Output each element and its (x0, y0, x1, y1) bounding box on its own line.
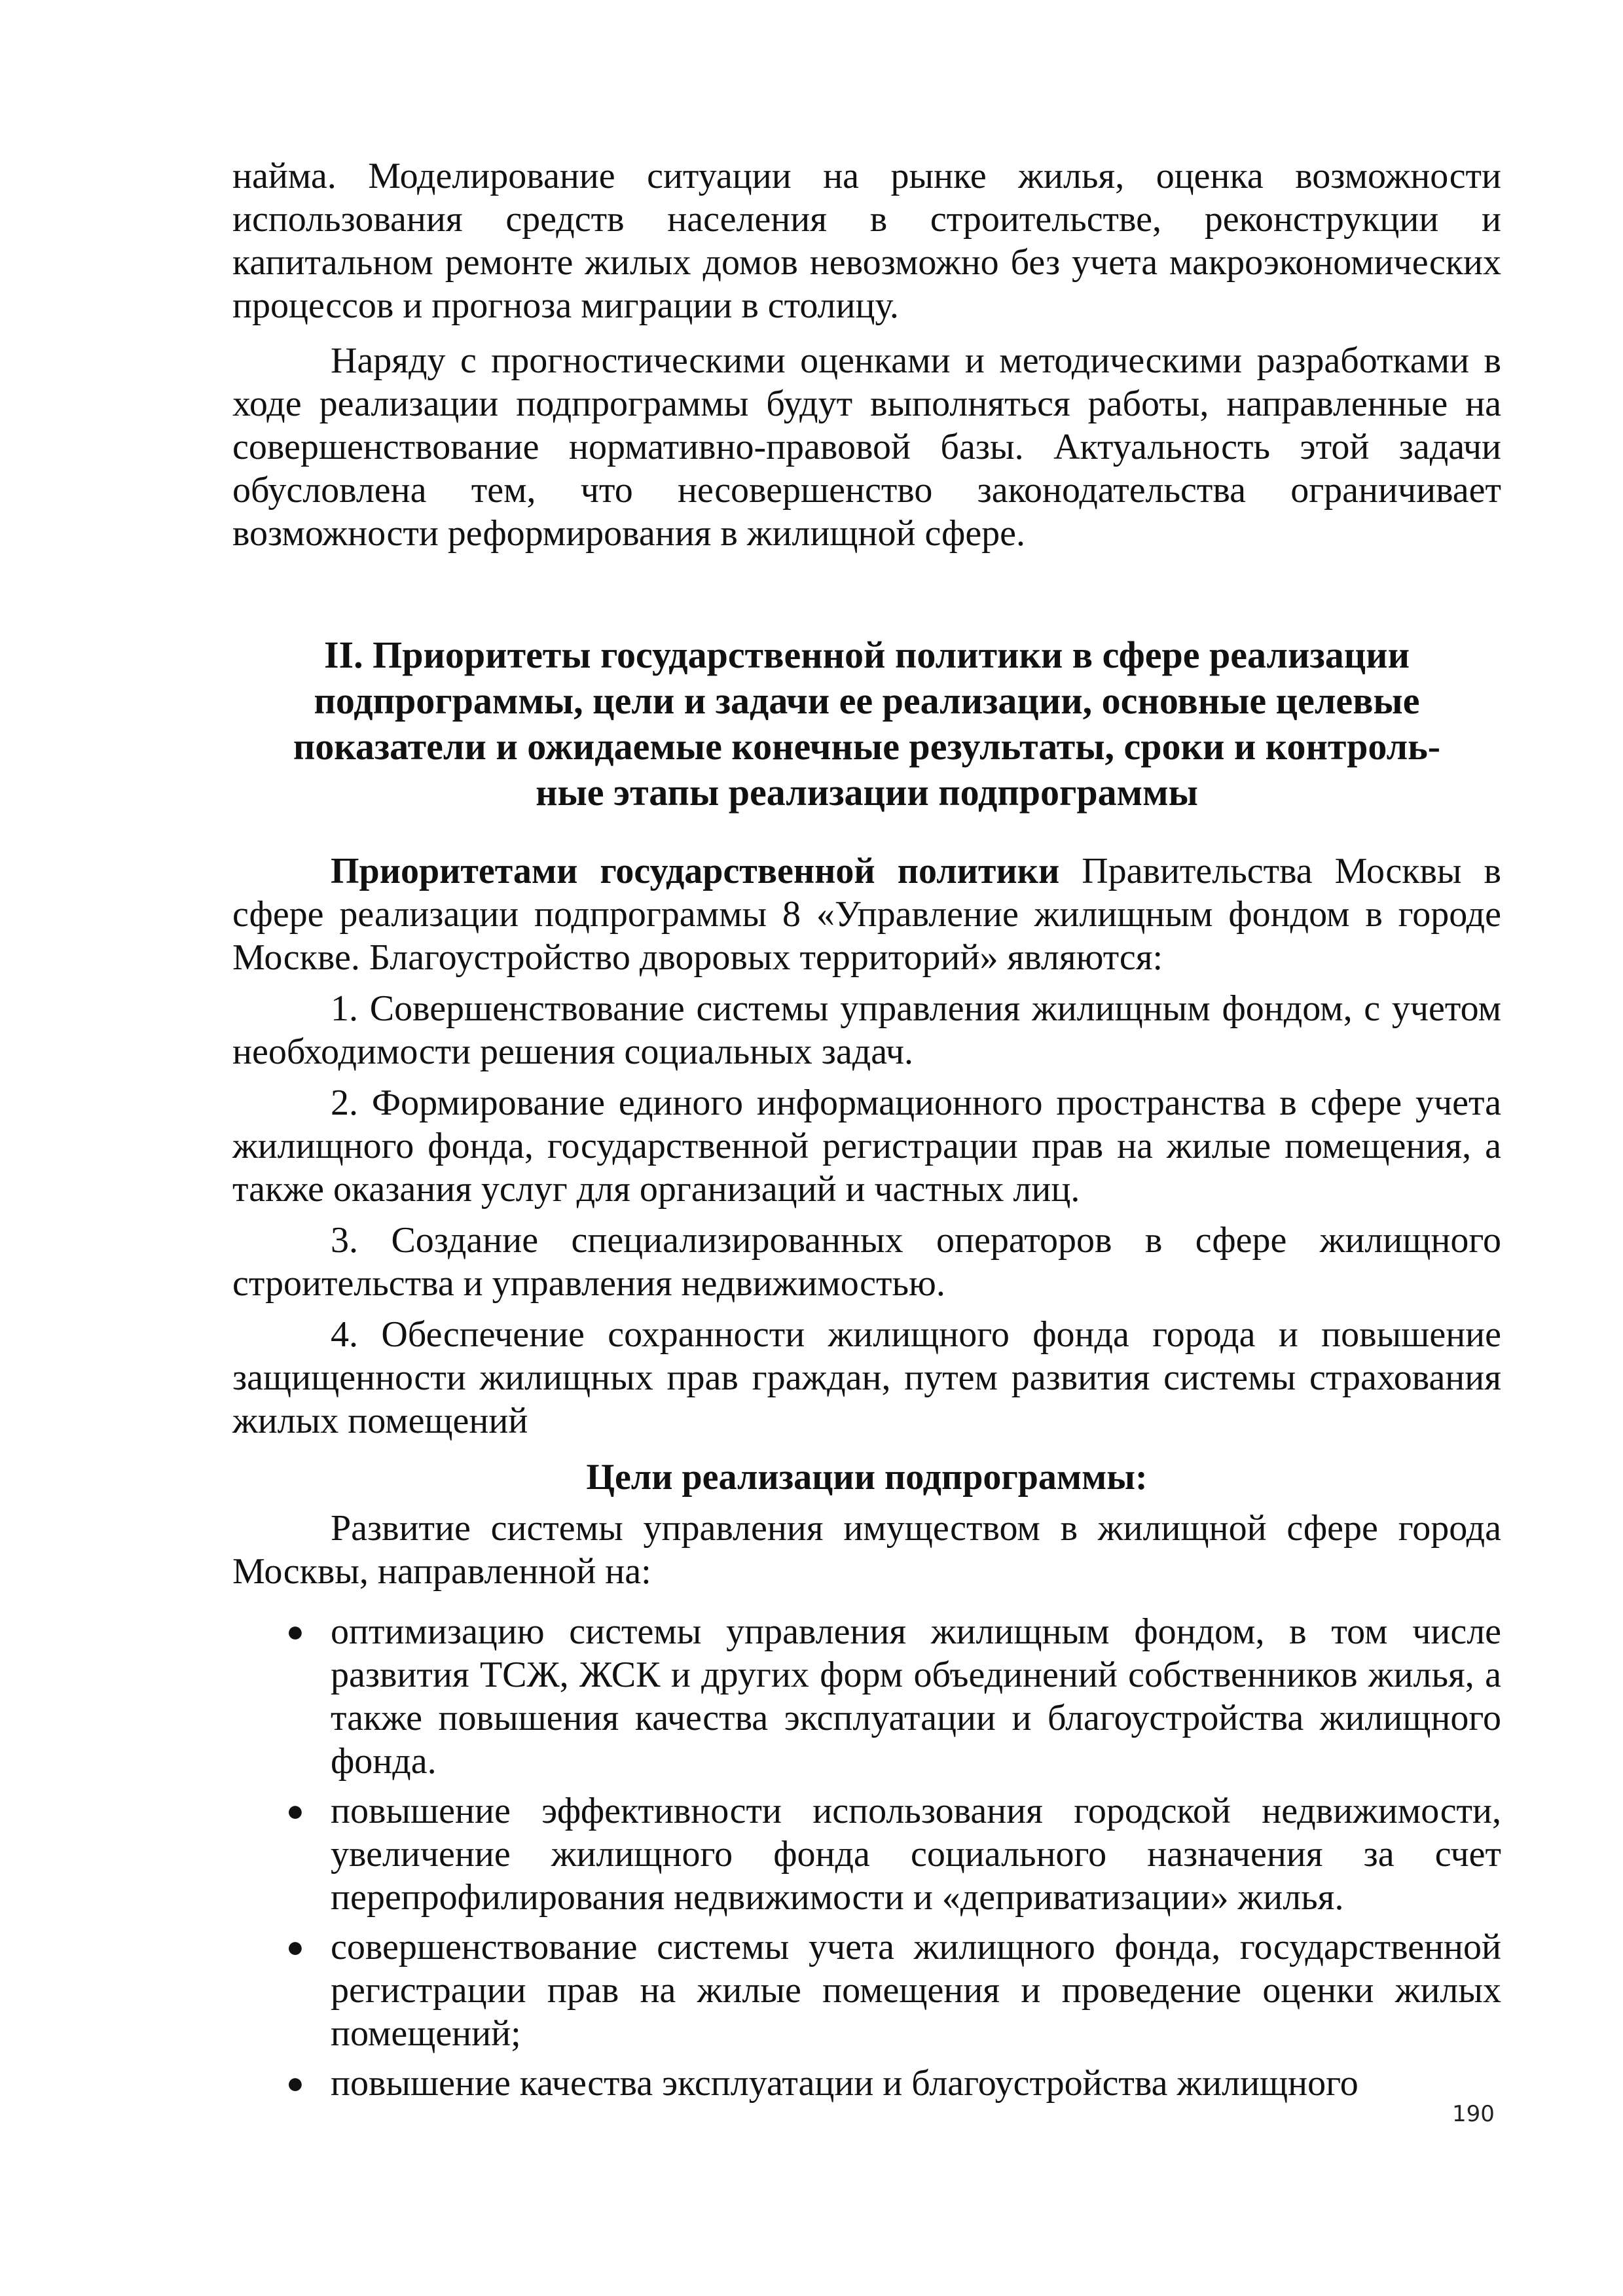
goals-bullet-item (232, 1610, 1501, 1783)
goals-bullet-text: повышение эффективности использования городской недвижимости, увеличение жилищного фонда социального назначения за счет перепрофилирования недвижимости и «деприватизации» жилья. (331, 1791, 1501, 1918)
goals-bullet-text: оптимизацию системы управления жилищным фондом, в том числе развития ТСЖ, ЖСК и других форм объединений собственников жилья, а также повышения качества эксплуатации и благоустройства жилищного фонда. (331, 1611, 1501, 1782)
bullet-dot-icon: ● (286, 1615, 304, 1648)
bullet-dot-icon: ● (286, 2066, 304, 2100)
goals-bullet-item (232, 1789, 1501, 1919)
priorities-intro (232, 850, 1501, 979)
bullet-dot-icon: ● (286, 1930, 304, 1964)
section-heading-line-1: II. Приоритеты государственной политики в сфере реализации (323, 634, 1410, 676)
page-content (232, 154, 1501, 2111)
goals-intro: Развитие системы управления имуществом в жилищной сфере города Москвы, направленной на: (232, 1508, 1501, 1592)
section-heading (232, 632, 1501, 816)
priorities-lead-rest: Правительства Москвы в сфере реализации подпрограммы 8 «Управление жилищным фондом в городе Москве. Благоустройство дворовых территорий» являются: (232, 851, 1501, 978)
goals-title: Цели реализации подпрограммы: (586, 1457, 1148, 1498)
priority-item-2: 2. Формирование единого информационного пространства в сфере учета жилищного фонда, государственной регистрации прав на жилые помещения, а также оказания услуг для организаций и частных лиц. (232, 1083, 1501, 1210)
goals-bullet-list (232, 1610, 1501, 2105)
intro-paragraph-2: Наряду с прогностическими оценками и методическими разработками в ходе реализации подпрограммы будут выполняться работы, направленные на совершенствование нормативно-правовой базы. Актуальность этой задачи обусловлена тем, что несовершенство законодательства ограничивает возможности реформирования в жилищной сфере. (232, 340, 1501, 554)
goals-bullet-text: совершенствование системы учета жилищного фонда, государственной регистрации прав на жилые помещения и проведение оценки жилых помещений; (331, 1927, 1501, 2054)
priority-item-3: 3. Создание специализированных операторов в сфере жилищного строительства и управления недвижимостью. (232, 1220, 1501, 1304)
intro-paragraph-1: найма. Моделирование ситуации на рынке жилья, оценка возможности использования средств населения в строительстве, реконструкции и капитальном ремонте жилых домов невозможно без учета макроэкономических процессов и прогноза миграции в столицу. (232, 156, 1501, 326)
goals-bullet-text: повышение качества эксплуатации и благоустройства жилищного (331, 2063, 1359, 2104)
section-heading-line-3: показатели и ожидаемые конечные результаты, сроки и контроль- (293, 725, 1441, 768)
page-number: 190 (1452, 2101, 1495, 2127)
priority-item-1: 1. Совершенствование системы управления жилищным фондом, с учетом необходимости решения социальных задач. (232, 988, 1501, 1072)
section-heading-line-4: ные этапы реализации подпрограммы (536, 771, 1198, 814)
section-heading-line-2: подпрограммы, цели и задачи ее реализации, основные целевые (314, 679, 1420, 722)
priority-item-4: 4. Обеспечение сохранности жилищного фонда города и повышение защищенности жилищных прав граждан, путем развития системы страхования жилых помещений (232, 1314, 1501, 1441)
goals-bullet-item (232, 2062, 1501, 2105)
goals-bullet-item (232, 1926, 1501, 2055)
bullet-dot-icon: ● (286, 1794, 304, 1827)
priorities-lead-bold: Приоритетами государственной политики (331, 851, 1060, 891)
